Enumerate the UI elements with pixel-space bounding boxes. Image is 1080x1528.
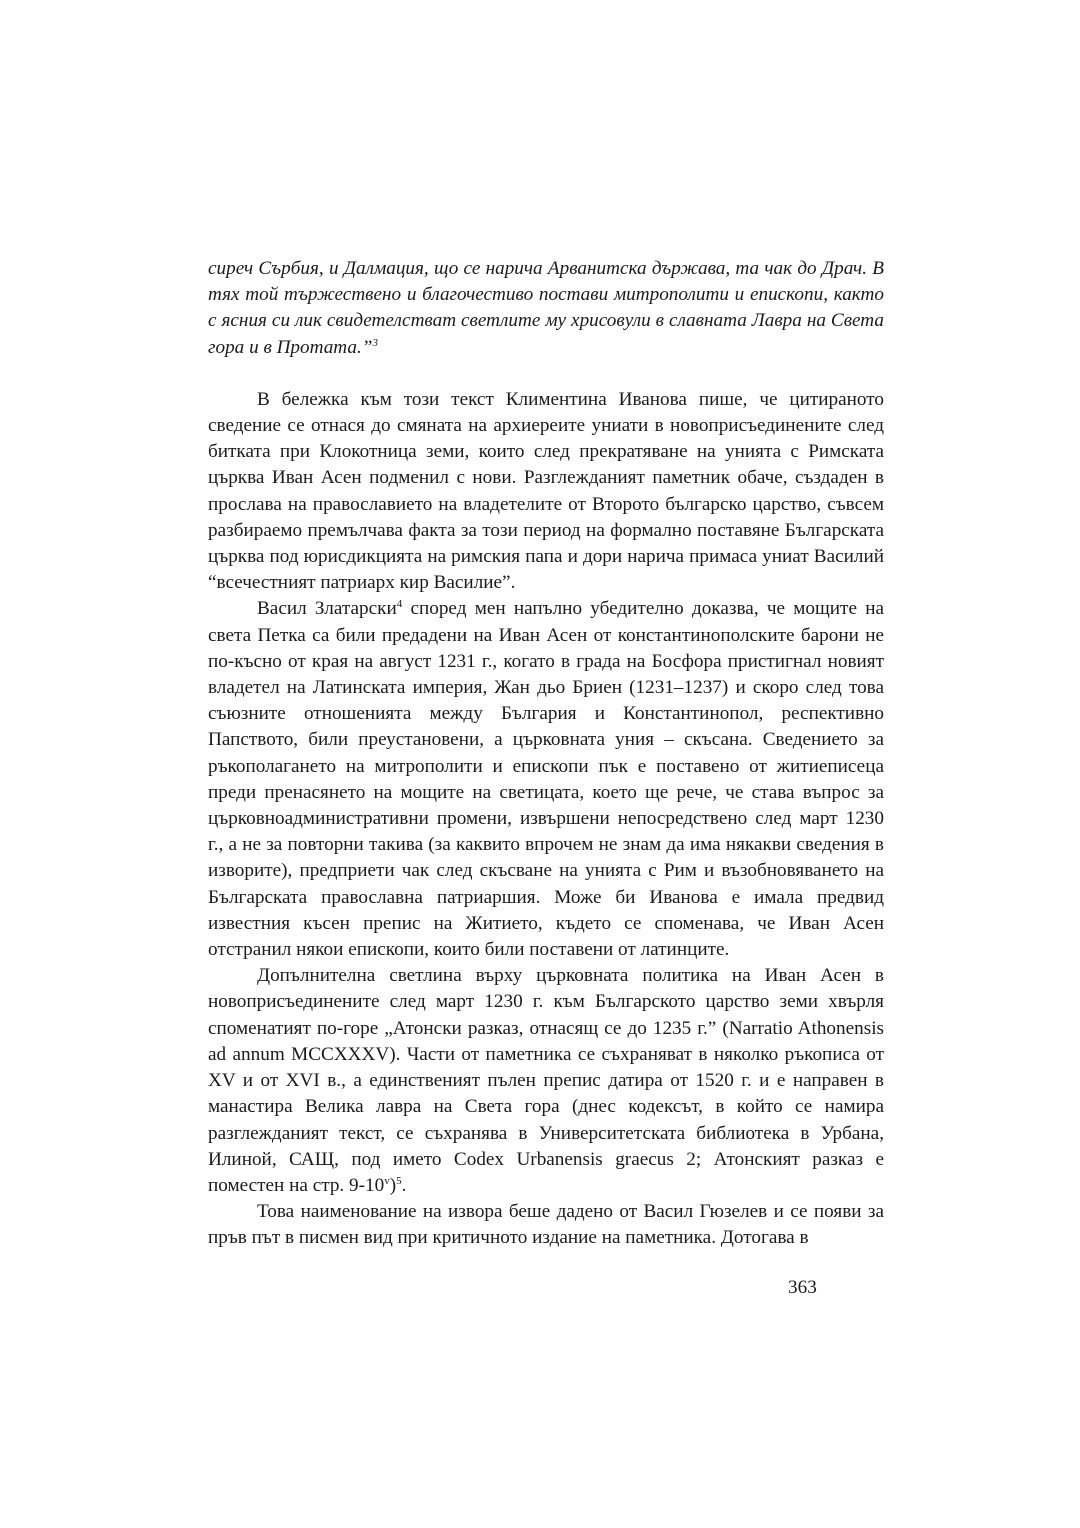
footnote-marker-5: 5 bbox=[396, 1174, 402, 1187]
page-number: 363 bbox=[788, 1277, 817, 1298]
paragraph-text: В бележка към този текст Климентина Иванова пише, че цитираното сведение се отнася до смяната на архиереите униати в новоприсъединените след битката при Клокотница земи, които след прекратяване на унията с Римската църква Иван Асен подменил с нови. Разглежданият паметник обаче, създаден в прослава на православието на владетелите от Второто българско царство, съвсем разбираемо премълчава факта за този период на формално поставяне Българската църква под юрисдикцията на римския папа и дори нарича примаса униат Василий “всечестният патриарх кир Василие”. bbox=[208, 388, 884, 594]
paragraph-ivanova bbox=[208, 387, 884, 597]
footnote-marker-4: 4 bbox=[396, 598, 403, 611]
main-text bbox=[208, 256, 884, 1252]
period: . bbox=[401, 1174, 407, 1196]
paragraph-guzelev bbox=[208, 1199, 884, 1251]
paragraph-text: Допълнителна светлина върху църковната политика на Иван Асен в новоприсъединените след март 1230 г. към Българското царство земи хвърля споменатият по-горе „Атонски разказ, отнасящ се до 1235 г.” (Narratio Athonensis ad annum MCCXXXV). Части от паметника се съхраняват в няколко ръкописа от XV и от XVI в., а единственият пълен препис датира от 1520 г. и е направен в манастира Велика лавра на Света гора (днес кодексът, в който се намира разглежданият текст, се съхранява в Университетската библиотека в Урбана, Илиной, САЩ, под името Codex Urbanensis graecus 2; Атонският разказ е поместен на стр. 9-10 bbox=[208, 965, 884, 1196]
paragraph-text: Това наименование на извора беше дадено от Васил Гюзелев и се появи за пръв път в писмен вид при критичното издание на паметника. Дотогава в bbox=[208, 1201, 884, 1249]
paragraph-athonite-narrative bbox=[208, 963, 884, 1199]
quote-text: сиреч Сърбия, и Далмация, що се нарича Арванитска държава, та чак до Драч. В тях той тържествено и благочестиво постави митрополити и епископи, както с ясния си лик свидетелстват светлите му хрисовули в славната Лавра на Света гора и в Протата.” bbox=[208, 258, 884, 358]
paren-close: ) bbox=[389, 1174, 397, 1196]
verso-marker: v bbox=[384, 1174, 390, 1187]
paragraph-lead: Васил Златарски bbox=[257, 598, 397, 620]
footnote-marker-3: 3 bbox=[372, 336, 378, 349]
quote-paragraph bbox=[208, 256, 884, 361]
paragraph-text: според мен напълно убедително доказва, че мощите на света Петка са били предадени на Иван Асен от константинополските барони не по-късно от края на август 1231 г., когато в града на Босфора пристигнал новият владетел на Латинската империя, Жан дьо Бриен (1231–1237) и скоро след това съюзните отношенията между България и Константинопол, респективно Папството, били преустановени, а църковната уния – скъсана. Сведението за ръкополагането на митрополити и епископи пък е поставено от житиеписеца преди пренасянето на мощите на светицата, което ще рече, че става въпрос за църковноадминистративни промени, извършени непосредствено след март 1230 г., а не за повторни такива (за каквито впрочем не знам да има някакви сведения в изворите), предприети чак след скъсване на унията с Рим и възобновяването на Българската православна патриаршия. Може би Иванова е имала предвид известния късен препис на Житието, където се споменава, че Иван Асен отстранил някои епископи, които били поставени от латинците. bbox=[208, 598, 884, 961]
paragraph-zlatarski bbox=[208, 596, 884, 963]
